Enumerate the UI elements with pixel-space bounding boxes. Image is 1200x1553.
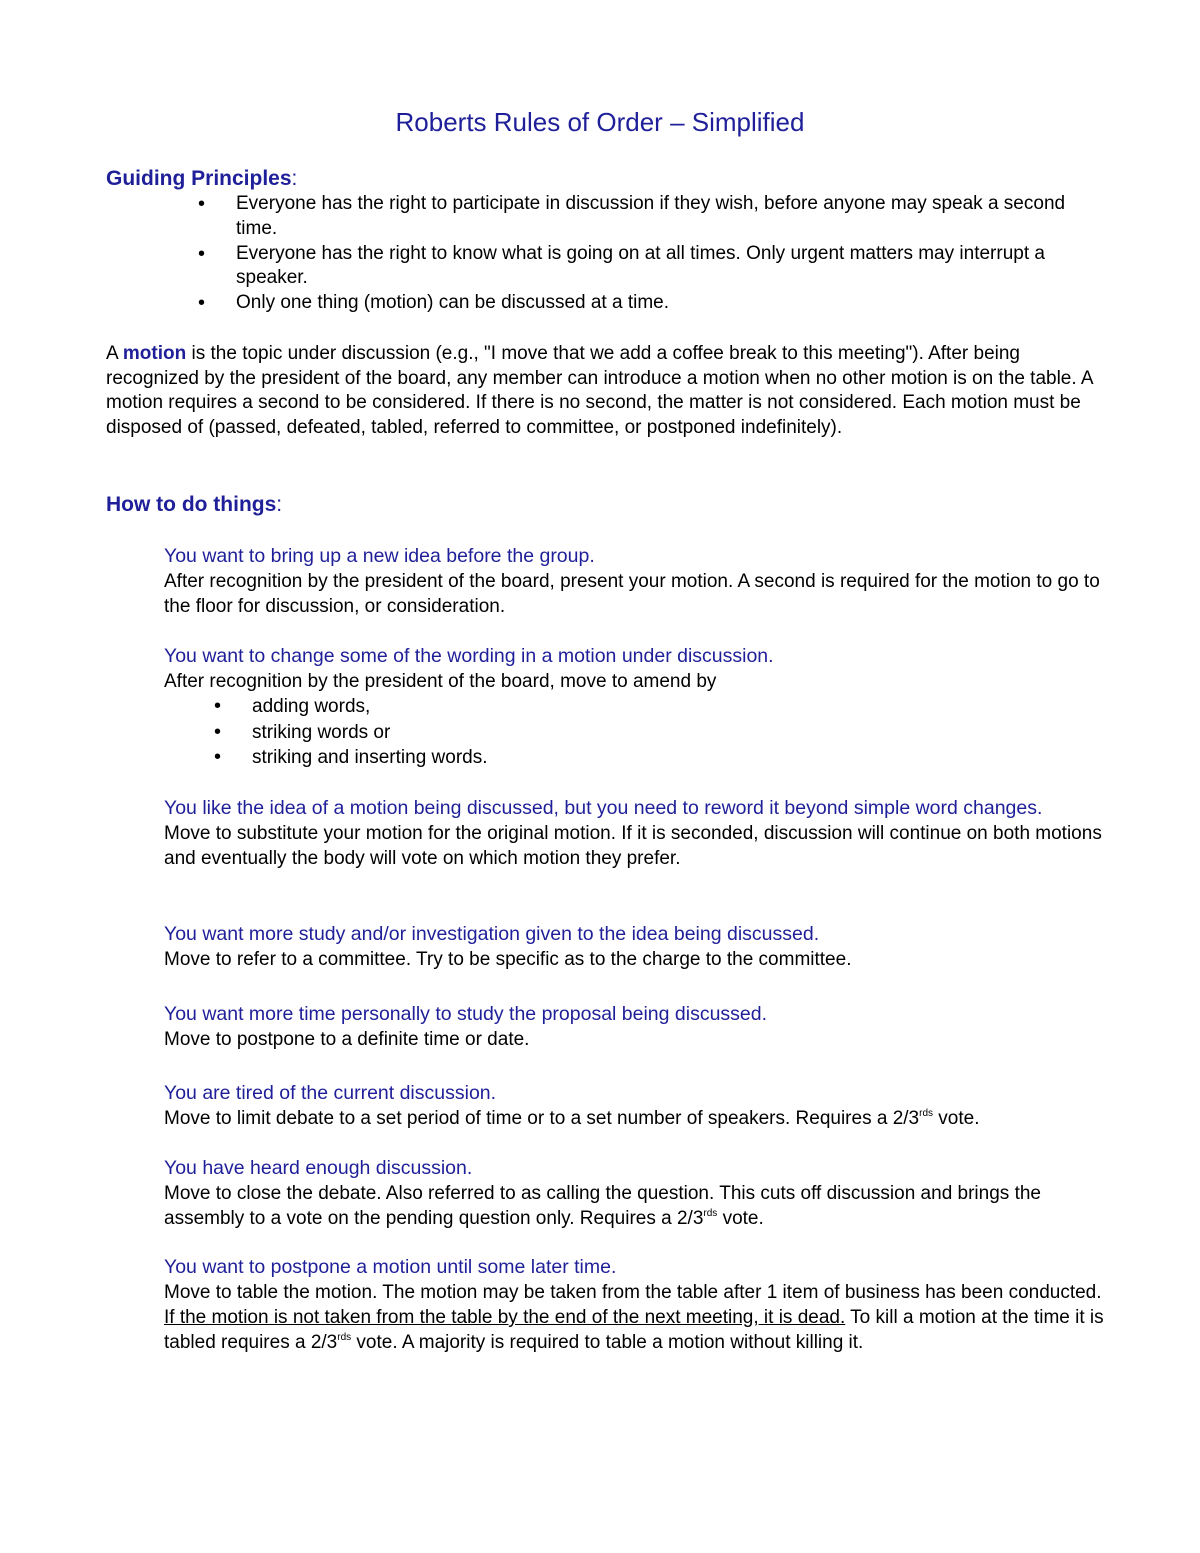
howto-item-postpone: [164, 1002, 1104, 1052]
superscript-rds: rds: [703, 1208, 718, 1219]
situation-text: You like the idea of a motion being discussed, but you need to reword it beyond simple word changes.: [164, 797, 1043, 819]
action-text: After recognition by the president of the board, present your motion. A second is required for the motion to go to the floor for discussion, or consideration.: [164, 571, 1100, 617]
list-item: • striking and inserting words.: [214, 745, 1104, 771]
motion-keyword: motion: [122, 343, 187, 364]
action-text-part: Move to limit debate to a set period of time or to a set number of speakers. Requires a 2/3: [164, 1108, 920, 1129]
situation-text: You have heard enough discussion.: [164, 1157, 473, 1179]
motion-lead: A: [106, 343, 123, 364]
action-text-part: Move to close the debate. Also referred to as calling the question. This cuts off discussion and brings the assembly to a vote on the pending question only. Requires a 2/3: [164, 1183, 1041, 1229]
howto-item-refer-committee: [164, 922, 1104, 972]
situation-text: You are tired of the current discussion.: [164, 1082, 497, 1104]
howto-item-substitute: [164, 796, 1104, 871]
action-text: [164, 1280, 1104, 1355]
action-text-part: Move to table the motion. The motion may be taken from the table after 1 item of business has been conducted.: [164, 1282, 1102, 1303]
action-text: Move to refer to a committee. Try to be specific as to the charge to the committee.: [164, 949, 852, 970]
situation-text: You want to postpone a motion until some later time.: [164, 1256, 617, 1278]
howto-item-limit-debate: [164, 1081, 1104, 1131]
situation-text: You want more study and/or investigation given to the idea being discussed.: [164, 923, 820, 945]
list-item: • striking words or: [214, 720, 1104, 746]
list-item: • adding words,: [214, 694, 1104, 720]
underlined-rule-text: If the motion is not taken from the table by the end of the next meeting, it is dead.: [164, 1307, 846, 1328]
action-text: [164, 1106, 1104, 1131]
action-text-part: To kill a motion at the time it is tabled requires a 2/3: [164, 1307, 1104, 1353]
guiding-principles-heading: [106, 166, 297, 192]
action-text: Move to postpone to a definite time or date.: [164, 1029, 530, 1050]
situation-text: You want more time personally to study the proposal being discussed.: [164, 1003, 768, 1025]
howto-item-new-idea: [164, 544, 1104, 619]
action-text: After recognition by the president of the board, move to amend by: [164, 671, 717, 692]
amend-options-list: [164, 694, 1104, 771]
action-text: [164, 1181, 1104, 1231]
situation-text: You want to bring up a new idea before the group.: [164, 545, 595, 567]
superscript-rds: rds: [919, 1108, 934, 1119]
superscript-rds: rds: [337, 1332, 352, 1343]
howto-item-amend: [164, 644, 1104, 771]
list-item: • Everyone has the right to participate in discussion if they wish, before anyone may speak a second time.: [198, 192, 1068, 242]
howto-item-close-debate: [164, 1156, 1104, 1231]
situation-text: You want to change some of the wording in a motion under discussion.: [164, 645, 774, 667]
guiding-principles-colon: :: [291, 167, 298, 190]
document-title: Roberts Rules of Order – Simplified: [395, 107, 805, 137]
action-text-part: vote.: [933, 1108, 980, 1129]
motion-definition-paragraph: [106, 342, 1106, 440]
action-text-part: vote.: [717, 1208, 764, 1229]
how-to-heading-text: How to do things: [106, 493, 277, 516]
guiding-principles-list: [198, 192, 1068, 316]
action-text-part: vote. A majority is required to table a motion without killing it.: [351, 1332, 864, 1353]
list-item: • Everyone has the right to know what is going on at all times. Only urgent matters may interrupt a speaker.: [198, 242, 1068, 292]
guiding-principles-heading-text: Guiding Principles: [106, 167, 292, 190]
action-text: Move to substitute your motion for the original motion. If it is seconded, discussion will continue on both motions and eventually the body will vote on which motion they prefer.: [164, 823, 1102, 869]
motion-description: is the topic under discussion (e.g., "I move that we add a coffee break to this meeting"). After being recognized by the president of the board, any member can introduce a motion when no other motion is on the table. A motion requires a second to be considered. If there is no second, the matter is not considered. Each motion must be disposed of (passed, defeated, tabled, referred to committee, or postponed indefinitely).: [106, 343, 1093, 438]
howto-item-table-motion: [164, 1255, 1104, 1355]
how-to-heading: [106, 492, 282, 518]
list-item: • Only one thing (motion) can be discussed at a time.: [198, 291, 1068, 316]
how-to-heading-colon: :: [276, 493, 283, 516]
